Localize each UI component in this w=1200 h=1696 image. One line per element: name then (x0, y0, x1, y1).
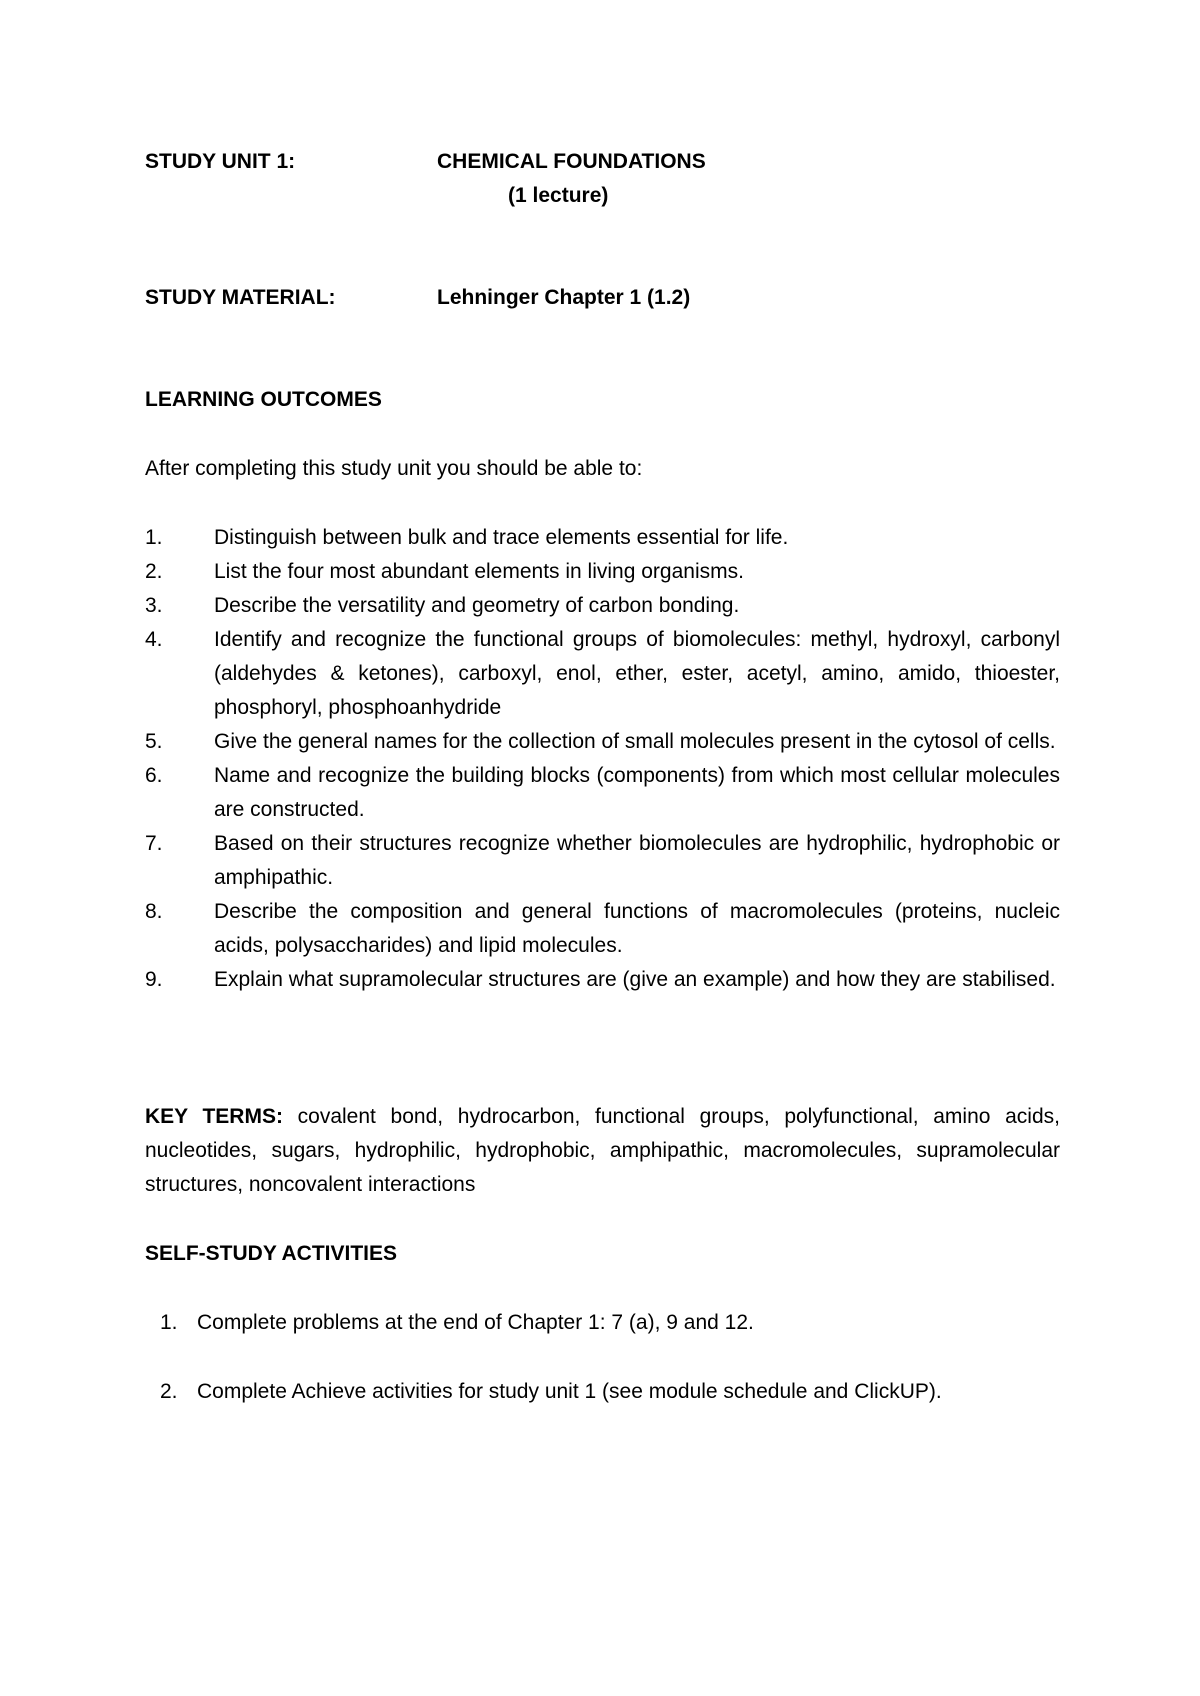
list-item (145, 895, 1060, 963)
list-item-number: 7. (145, 832, 163, 855)
study-unit-title: CHEMICAL FOUNDATIONS (437, 150, 706, 173)
activity-item (160, 1375, 942, 1409)
activity-text: Complete problems at the end of Chapter 1: 7 (a), 9 and 12. (197, 1311, 754, 1334)
list-item (145, 521, 1060, 555)
list-item-text: Give the general names for the collection of small molecules present in the cytosol of cells. (214, 730, 1056, 753)
list-item-number: 1. (145, 526, 163, 549)
study-material-label: STUDY MATERIAL: (145, 286, 336, 309)
learning-outcomes-list (145, 521, 1060, 997)
list-item-number: 5. (145, 730, 163, 753)
list-item (145, 623, 1060, 725)
key-terms-paragraph (145, 1100, 1060, 1202)
list-item (145, 827, 1060, 895)
list-item-text: Describe the composition and general functions of macromolecules (proteins, nucleic acids, polysaccharides) and lipid molecules. (214, 900, 1060, 957)
list-item-text: Identify and recognize the functional groups of biomolecules: methyl, hydroxyl, carbonyl (aldehydes & ketones), carboxyl, enol, ether, ester, acetyl, amino, amido, thioester, phosphoryl, phosphoanhydride (214, 628, 1060, 719)
learning-outcomes-heading: LEARNING OUTCOMES (145, 388, 382, 411)
key-terms-text: covalent bond, hydrocarbon, functional groups, polyfunctional, amino acids, nucleotides, sugars, hydrophilic, hydrophobic, amphipathic, macromolecules, supramolecular structures, noncovalent interactions (145, 1105, 1060, 1196)
list-item-text: Name and recognize the building blocks (components) from which most cellular molecules are constructed. (214, 764, 1060, 821)
list-item-text: Based on their structures recognize whether biomolecules are hydrophilic, hydrophobic or amphipathic. (214, 832, 1060, 889)
list-item-text: Distinguish between bulk and trace elements essential for life. (214, 526, 789, 549)
list-item-number: 2. (145, 560, 163, 583)
activity-text: Complete Achieve activities for study unit 1 (see module schedule and ClickUP). (197, 1380, 942, 1403)
list-item-text: Explain what supramolecular structures are (give an example) and how they are stabilised. (214, 968, 1056, 991)
lecture-count: (1 lecture) (508, 184, 609, 207)
list-item (145, 759, 1060, 827)
list-item (145, 589, 1060, 623)
activity-number: 1. (160, 1311, 178, 1334)
list-item (145, 555, 1060, 589)
activity-number: 2. (160, 1380, 178, 1403)
learning-outcomes-intro: After completing this study unit you should be able to: (145, 457, 643, 480)
list-item-number: 6. (145, 764, 163, 787)
key-terms-label: KEY TERMS: (145, 1105, 283, 1128)
study-unit-label: STUDY UNIT 1: (145, 150, 296, 173)
list-item-text: Describe the versatility and geometry of carbon bonding. (214, 594, 740, 617)
study-material-value: Lehninger Chapter 1 (1.2) (437, 286, 691, 309)
list-item-number: 8. (145, 900, 163, 923)
list-item-text: List the four most abundant elements in living organisms. (214, 560, 744, 583)
activity-item (160, 1306, 754, 1340)
list-item (145, 963, 1060, 997)
list-item (145, 725, 1060, 759)
list-item-number: 4. (145, 628, 163, 651)
list-item-number: 9. (145, 968, 163, 991)
list-item-number: 3. (145, 594, 163, 617)
self-study-heading: SELF-STUDY ACTIVITIES (145, 1242, 398, 1265)
